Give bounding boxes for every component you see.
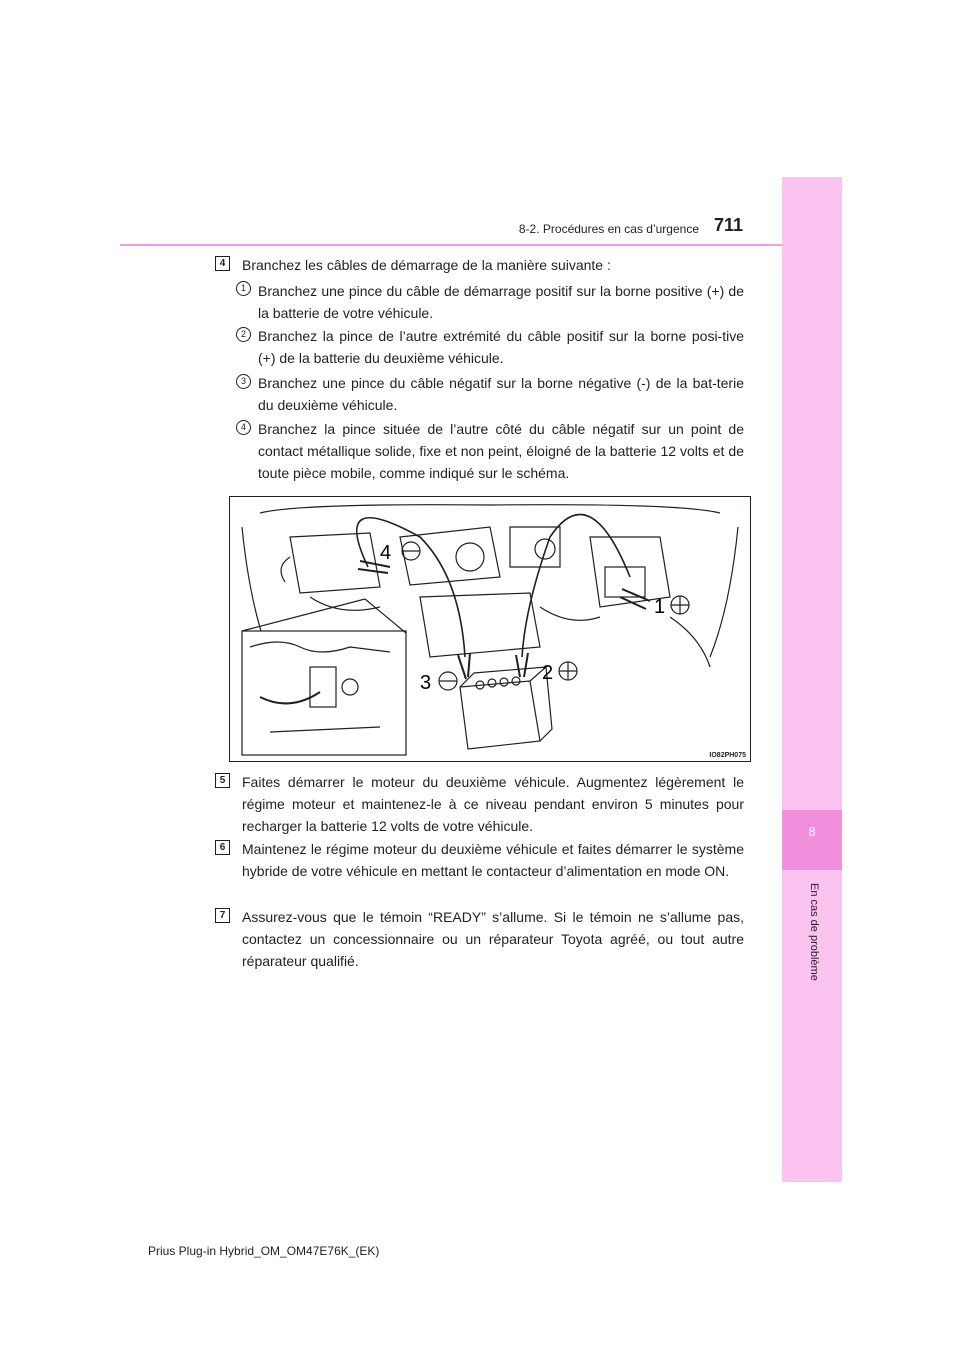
jump-start-illustration <box>229 496 751 762</box>
step-number-badge: 6 <box>215 840 230 855</box>
substep-text: Branchez la pince de l’autre extrémité du câble positif sur la borne posi-tive (+) de la batterie du deuxième véhicule. <box>258 328 744 366</box>
substep-number-badge: 2 <box>236 327 251 342</box>
callout-4: 4 <box>380 542 392 564</box>
chapter-tab <box>782 810 842 870</box>
callout-3: 3 <box>420 672 432 694</box>
engine-bay-drawing <box>230 497 750 761</box>
header-rule <box>120 244 782 246</box>
substep-text: Branchez une pince du câble de démarrage positif sur la borne positive (+) de la batterie de votre véhicule. <box>258 283 744 321</box>
step-text: Faites démarrer le moteur du deuxième véhicule. Augmentez légèrement le régime moteur et maintenez-le à ce niveau pendant environ 5 minutes pour recharger la batterie 12 volts de votre véhicule. <box>242 774 744 834</box>
document-footer: Prius Plug-in Hybrid_OM_OM47E76K_(EK) <box>148 1244 380 1258</box>
substep-text: Branchez la pince située de l’autre côté du câble négatif sur un point de contact métallique solide, fixe et non peint, éloigné de la batterie 12 volts et de toute pièce mobile, comme indiqué sur le schéma. <box>258 421 744 481</box>
page-number: 711 <box>714 215 744 235</box>
callout-1: 1 <box>654 596 666 618</box>
chapter-number: 8 <box>808 824 816 839</box>
step-number-badge: 5 <box>215 773 230 788</box>
substep-number-badge: 4 <box>236 420 251 435</box>
step-text: Branchez les câbles de démarrage de la manière suivante : <box>242 257 611 273</box>
substep-number-badge: 3 <box>236 374 251 389</box>
section-title: 8-2. Procédures en cas d’urgence <box>518 222 699 236</box>
step-text: Maintenez le régime moteur du deuxième véhicule et faites démarrer le système hybride de votre véhicule en mettant le contacteur d’alimentation en mode ON. <box>242 841 744 879</box>
callout-2: 2 <box>542 662 554 684</box>
step-number-badge: 7 <box>215 908 230 923</box>
substep-text: Branchez une pince du câble négatif sur la borne négative (-) de la bat-terie du deuxième véhicule. <box>258 375 744 413</box>
figure-code: IO82PH075 <box>709 752 746 759</box>
chapter-sidebar <box>782 177 842 1182</box>
chapter-title: En cas de problème <box>808 883 820 981</box>
substep-number-badge: 1 <box>236 281 251 296</box>
step-number-badge: 4 <box>215 256 230 271</box>
step-text: Assurez-vous que le témoin “READY” s’allume. Si le témoin ne s’allume pas, contactez un concessionnaire ou un réparateur Toyota agréé, ou tout autre réparateur qualifié. <box>242 909 744 969</box>
